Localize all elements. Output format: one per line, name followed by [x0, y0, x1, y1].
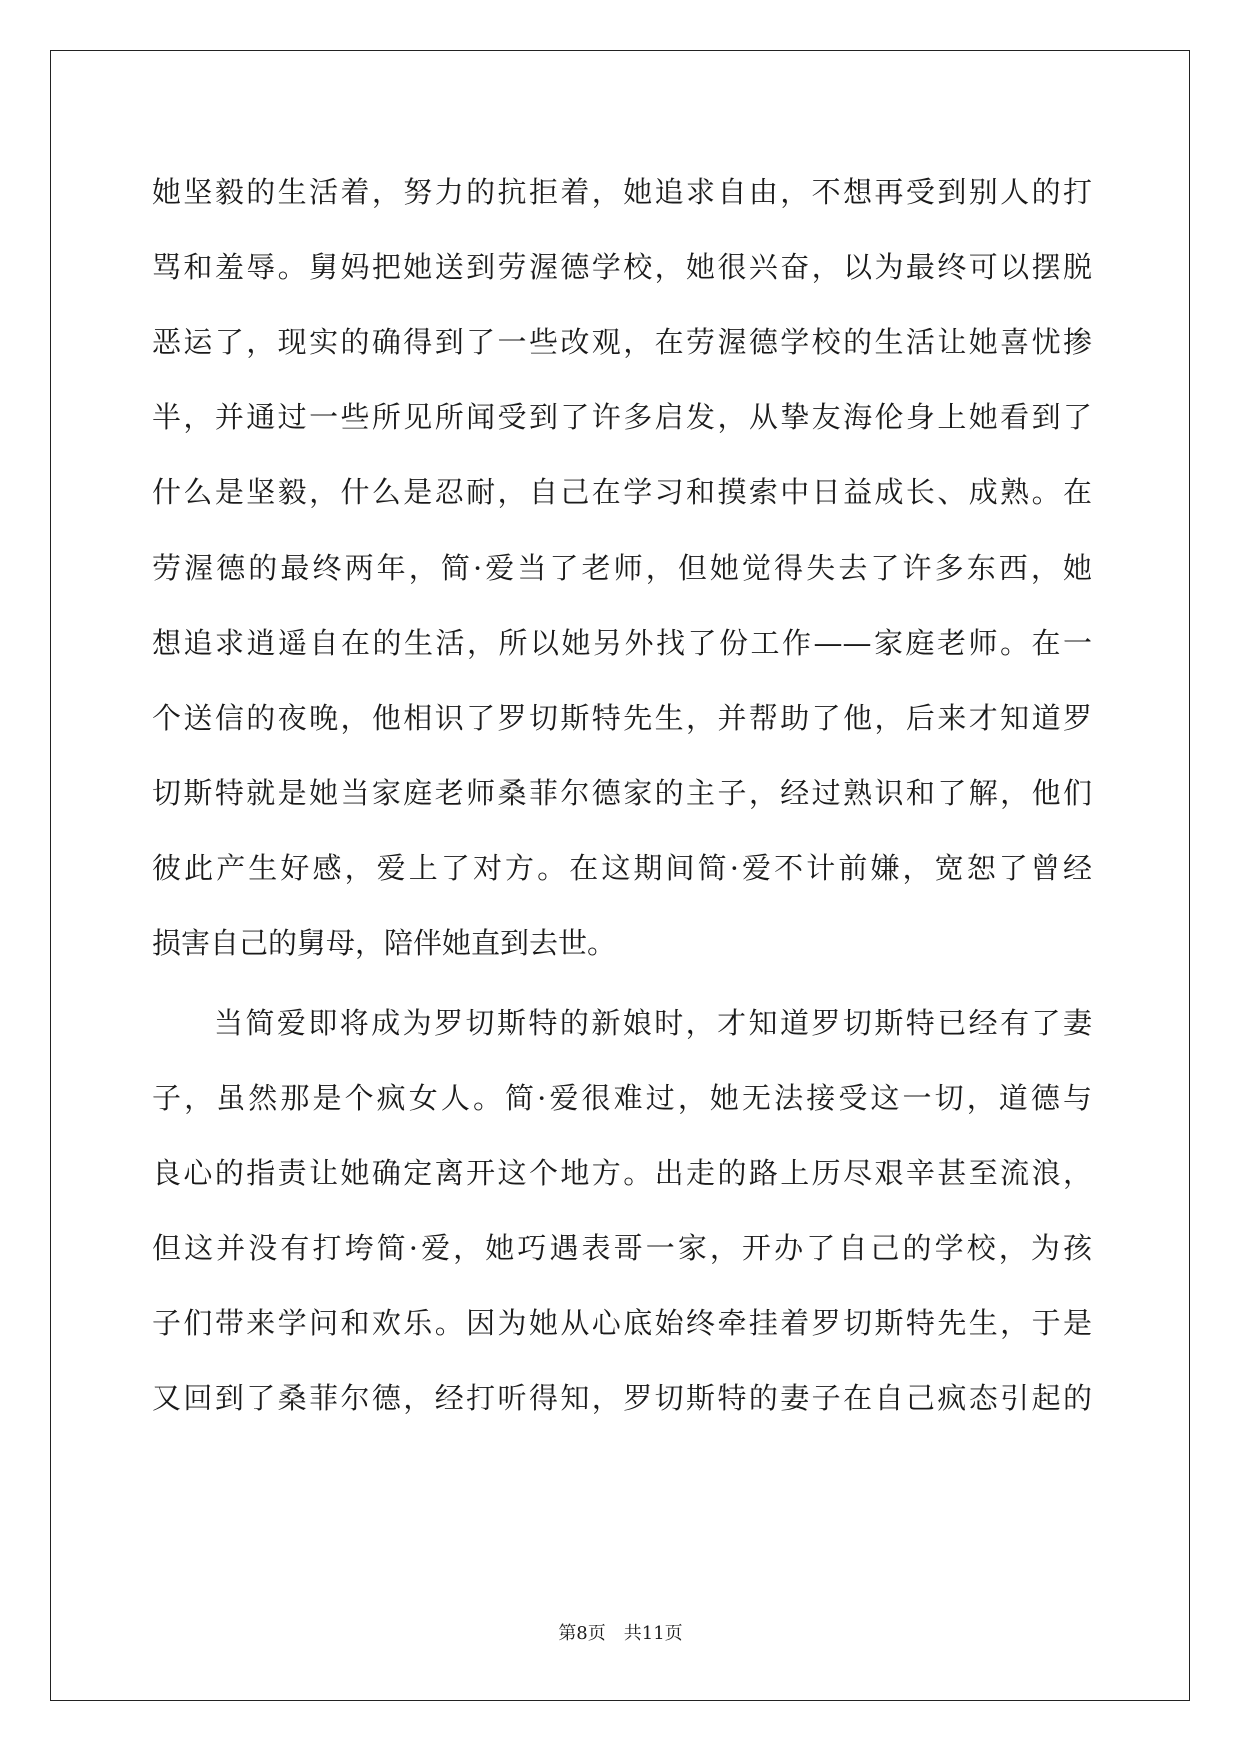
text-line: 但这并没有打垮简·爱，她巧遇表哥一家，开办了自己的学校，为孩: [152, 1231, 1092, 1265]
text-line: 当简爱即将成为罗切斯特的新娘时，才知道罗切斯特已经有了妻: [214, 1006, 1092, 1040]
text-line: 切斯特就是她当家庭老师桑菲尔德家的主子，经过熟识和了解，他们: [152, 776, 1092, 810]
page-number-footer: 第8页 共11页: [558, 1623, 683, 1644]
text-line: 彼此产生好感，爱上了对方。在这期间简·爱不计前嫌，宽恕了曾经: [152, 851, 1092, 885]
text-line: 损害自己的舅母，陪伴她直到去世。: [152, 926, 617, 960]
text-line: 想追求逍遥自在的生活，所以她另外找了份工作——家庭老师。在一: [152, 626, 1092, 660]
text-line: 子们带来学问和欢乐。因为她从心底始终牵挂着罗切斯特先生，于是: [152, 1306, 1092, 1340]
text-line: 子，虽然那是个疯女人。简·爱很难过，她无法接受这一切，道德与: [152, 1081, 1092, 1115]
text-line: 个送信的夜晚，他相识了罗切斯特先生，并帮助了他，后来才知道罗: [152, 701, 1092, 735]
text-line: 良心的指责让她确定离开这个地方。出走的路上历尽艰辛甚至流浪，: [152, 1156, 1092, 1190]
text-line: 劳渥德的最终两年，简·爱当了老师，但她觉得失去了许多东西，她: [152, 551, 1092, 585]
text-line: 又回到了桑菲尔德，经打听得知，罗切斯特的妻子在自己疯态引起的: [152, 1381, 1092, 1415]
text-line: 什么是坚毅，什么是忍耐，自己在学习和摸索中日益成长、成熟。在: [152, 475, 1092, 509]
text-line: 半，并通过一些所见所闻受到了许多启发，从挚友海伦身上她看到了: [152, 400, 1092, 434]
text-line: 骂和羞辱。舅妈把她送到劳渥德学校，她很兴奋，以为最终可以摆脱: [152, 250, 1092, 284]
text-line: 恶运了，现实的确得到了一些改观，在劳渥德学校的生活让她喜忧掺: [152, 325, 1092, 359]
text-line: 她坚毅的生活着，努力的抗拒着，她追求自由，不想再受到别人的打: [152, 175, 1092, 209]
